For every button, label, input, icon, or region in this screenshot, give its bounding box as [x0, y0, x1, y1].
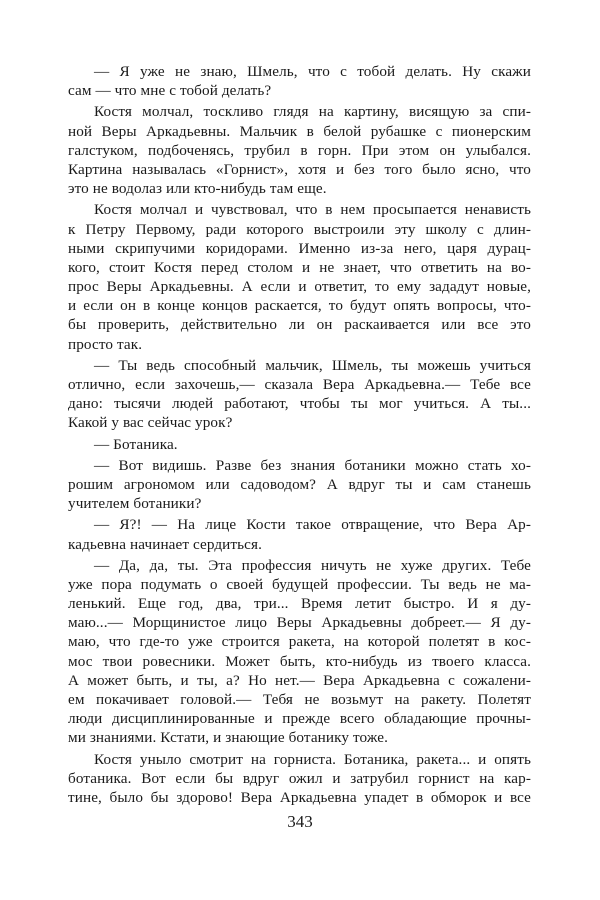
page-body	[68, 62, 531, 807]
text-line: просто так.	[68, 335, 143, 353]
text-line: сам — что мне с тобой делать?	[68, 82, 272, 100]
text-line: Костя молчал и чувствовал, что в нем просыпается ненависть	[94, 201, 531, 219]
text-line: Какой у вас сейчас урок?	[68, 414, 233, 432]
text-line: — Я уже не знаю, Шмель, что с тобой делать. Ну скажи	[94, 63, 531, 80]
paragraph	[68, 515, 531, 553]
text-line: Костя уныло смотрит на горниста. Ботаника, ракета... и опять	[94, 750, 531, 768]
paragraph	[68, 750, 531, 808]
text-line: — Ботаника.	[94, 435, 178, 453]
text-line: отлично, если захочешь,— сказала Вера Аркадьевна.— Тебе все	[68, 376, 531, 393]
text-line: галстуком, подбоченясь, трубил в горн. При этом он улыбался.	[68, 141, 531, 159]
text-line: — Вот видишь. Разве без знания ботаники можно стать хо-	[94, 456, 531, 474]
text-line: рошим агрономом или садоводом? А вдруг ты и сам станешь	[68, 475, 531, 493]
text-line: ботаника. Вот если бы вдруг ожил и затрубил горнист на кар-	[68, 769, 531, 787]
text-line: мос твои ровесники. Может быть, кто-нибудь из твоего класса.	[68, 652, 531, 670]
text-line: к Петру Первому, ради которого выстроили эту школу с длин-	[68, 220, 531, 238]
text-line: — Да, да, ты. Эта профессия ничуть не хуже других. Тебе	[94, 556, 531, 574]
paragraph	[68, 200, 531, 354]
paragraph	[68, 102, 531, 198]
text-line: ленький. Еще год, два, три... Время летит быстро. И я ду-	[68, 595, 531, 613]
text-line: маю...— Морщинистое лицо Веры Аркадьевны добреет.— Я ду-	[68, 614, 531, 632]
text-line: — Ты ведь способный мальчик, Шмель, ты можешь учиться	[94, 356, 531, 374]
paragraph	[68, 356, 531, 433]
paragraph	[68, 62, 531, 100]
text-line: кого, стоит Костя перед столом и не знает, что ответить на во-	[68, 258, 531, 276]
text-line: люди дисциплинированные и прежде всего обладающие прочны-	[68, 710, 531, 728]
text-line: тине, было бы здорово! Вера Аркадьевна упадет в обморок и все	[68, 788, 531, 806]
text-line: ми знаниями. Кстати, и знающие ботанику тоже.	[68, 729, 388, 747]
text-line: уже пора подумать о своей будущей профессии. Ты ведь не ма-	[68, 575, 531, 593]
paragraph	[68, 556, 531, 748]
text-line: это не водолаз или кто-нибудь там еще.	[68, 180, 327, 198]
text-line: учителем ботаники?	[68, 495, 202, 513]
paragraph	[68, 435, 531, 454]
text-line: — Я?! — На лице Кости такое отвращение, что Вера Ар-	[94, 516, 531, 534]
text-line: бы проверить, действительно ли он раскаивается или все это	[68, 316, 531, 334]
text-line: Костя молчал, тоскливо глядя на картину, висящую за спи-	[94, 103, 531, 121]
text-line: маю, что где-то уже строится ракета, на которой полетят в кос-	[68, 633, 531, 651]
text-line: ной Веры Аркадьевны. Мальчик в белой рубашке с пионерским	[68, 122, 531, 140]
text-line: ем покачивает головой.— Тебя не возьмут на ракету. Полетят	[68, 691, 531, 708]
text-line: прос Веры Аркадьевны. А если и ответит, то ему зададут новые,	[68, 278, 531, 296]
text-line: кадьевна начинает сердиться.	[68, 535, 262, 553]
text-line: дано: тысячи людей работают, чтобы ты мог учиться. А ты...	[68, 395, 531, 413]
text-line: и если он в конце концов раскается, то будут опять вопросы, что-	[68, 297, 531, 315]
text-line: А может быть, и ты, а? Но нет.— Вера Аркадьевна с сожалени-	[68, 671, 531, 689]
text-line: Картина называлась «Горнист», хотя и без того было ясно, что	[68, 160, 531, 178]
page-number: 343	[287, 812, 313, 831]
paragraph	[68, 456, 531, 514]
text-line: ными скрипучими коридорами. Именно из-за него, царя дурац-	[68, 239, 531, 257]
